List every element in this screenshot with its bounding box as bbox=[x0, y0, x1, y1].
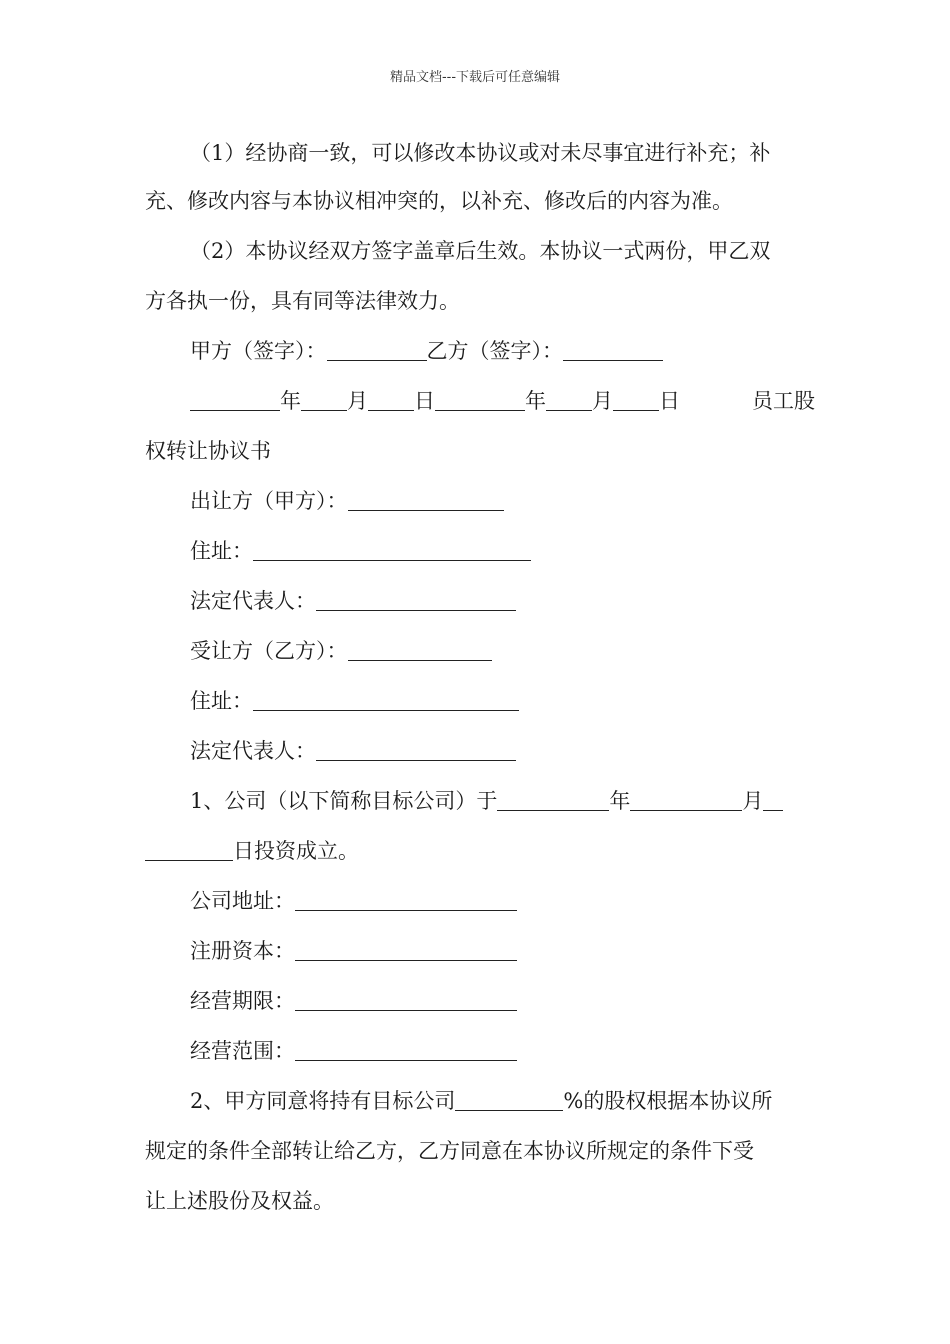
year-blank-b[interactable] bbox=[435, 388, 525, 411]
legal-rep-blank-b[interactable] bbox=[316, 738, 516, 761]
month-label-a: 月 bbox=[347, 389, 368, 413]
clause1-text1: 1、公司（以下简称目标公司）于 bbox=[190, 789, 498, 813]
document-title-part1: 员工股 bbox=[752, 389, 815, 413]
legal-rep-blank-a[interactable] bbox=[316, 588, 516, 611]
transferee-label: 受让方（乙方）： bbox=[190, 639, 348, 663]
registered-capital-blank[interactable] bbox=[295, 938, 517, 961]
transferee-row bbox=[190, 636, 815, 666]
address-row-a bbox=[190, 536, 815, 566]
clause1-year-blank[interactable] bbox=[497, 788, 609, 811]
clause2-text1: 2、甲方同意将持有目标公司 bbox=[190, 1089, 456, 1113]
transferor-blank[interactable] bbox=[348, 488, 504, 511]
page-header: 精品文档---下载后可任意编辑 bbox=[389, 70, 561, 85]
clause1-text2: 日投资成立。 bbox=[233, 839, 359, 863]
clause1-day-blank-start[interactable] bbox=[763, 788, 783, 811]
document-title-part2: 权转让协议书 bbox=[145, 439, 271, 463]
day-label-b: 日 bbox=[659, 389, 680, 413]
address-label-b: 住址： bbox=[190, 689, 253, 713]
party-a-blank[interactable] bbox=[327, 338, 427, 361]
address-label-a: 住址： bbox=[190, 539, 253, 563]
para1-line2: 充、修改内容与本协议相冲突的，以补充、修改后的内容为准。 bbox=[145, 189, 733, 213]
transferor-label: 出让方（甲方）： bbox=[190, 489, 348, 513]
party-b-label: 乙方（签字）： bbox=[426, 339, 563, 363]
legal-rep-label-b: 法定代表人： bbox=[190, 739, 316, 763]
company-address-row bbox=[190, 886, 815, 916]
legal-rep-row-b bbox=[190, 736, 815, 766]
clause2-text2: %的股权根据本协议所 bbox=[563, 1089, 773, 1113]
day-blank-a[interactable] bbox=[368, 388, 414, 411]
clause1-day-blank-end[interactable] bbox=[145, 838, 233, 861]
month-blank-a[interactable] bbox=[301, 388, 347, 411]
company-address-blank[interactable] bbox=[295, 888, 517, 911]
party-a-label: 甲方（签字）： bbox=[190, 339, 327, 363]
signature-row bbox=[190, 336, 815, 366]
transferee-blank[interactable] bbox=[348, 638, 492, 661]
clause1-year-label: 年 bbox=[609, 789, 631, 813]
clause1-month-blank[interactable] bbox=[630, 788, 742, 811]
registered-capital-label: 注册资本： bbox=[190, 939, 295, 963]
day-blank-b[interactable] bbox=[613, 388, 659, 411]
clause2-line2: 规定的条件全部转让给乙方，乙方同意在本协议所规定的条件下受 bbox=[145, 1139, 754, 1163]
clause2-percent-blank[interactable] bbox=[455, 1088, 563, 1111]
clause2-line1 bbox=[190, 1086, 815, 1116]
clause1-line2 bbox=[145, 836, 815, 866]
address-row-b bbox=[190, 686, 815, 716]
date-row bbox=[190, 386, 815, 416]
legal-rep-row-a bbox=[190, 586, 815, 616]
business-scope-label: 经营范围： bbox=[190, 1039, 295, 1063]
company-address-label: 公司地址： bbox=[190, 889, 295, 913]
para1-line1: （1）经协商一致，可以修改本协议或对未尽事宜进行补充；补 bbox=[190, 141, 771, 165]
year-blank-a[interactable] bbox=[190, 388, 280, 411]
clause1-line1 bbox=[190, 786, 815, 816]
party-b-blank[interactable] bbox=[563, 338, 663, 361]
year-label-a: 年 bbox=[280, 389, 301, 413]
business-scope-blank[interactable] bbox=[295, 1038, 517, 1061]
address-blank-b[interactable] bbox=[253, 688, 519, 711]
business-term-blank[interactable] bbox=[295, 988, 517, 1011]
business-term-row bbox=[190, 986, 815, 1016]
day-label-a: 日 bbox=[414, 389, 435, 413]
clause2-line3: 让上述股份及权益。 bbox=[145, 1189, 334, 1213]
transferor-row bbox=[190, 486, 815, 516]
business-scope-row bbox=[190, 1036, 815, 1066]
date-group-a bbox=[190, 386, 680, 416]
legal-rep-label-a: 法定代表人： bbox=[190, 589, 316, 613]
month-label-b: 月 bbox=[592, 389, 613, 413]
business-term-label: 经营期限： bbox=[190, 989, 295, 1013]
year-label-b: 年 bbox=[525, 389, 546, 413]
registered-capital-row bbox=[190, 936, 815, 966]
address-blank-a[interactable] bbox=[253, 538, 531, 561]
month-blank-b[interactable] bbox=[546, 388, 592, 411]
para2-line1: （2）本协议经双方签字盖章后生效。本协议一式两份，甲乙双 bbox=[190, 239, 771, 263]
para2-line2: 方各执一份，具有同等法律效力。 bbox=[145, 289, 460, 313]
clause1-month-label: 月 bbox=[742, 789, 764, 813]
